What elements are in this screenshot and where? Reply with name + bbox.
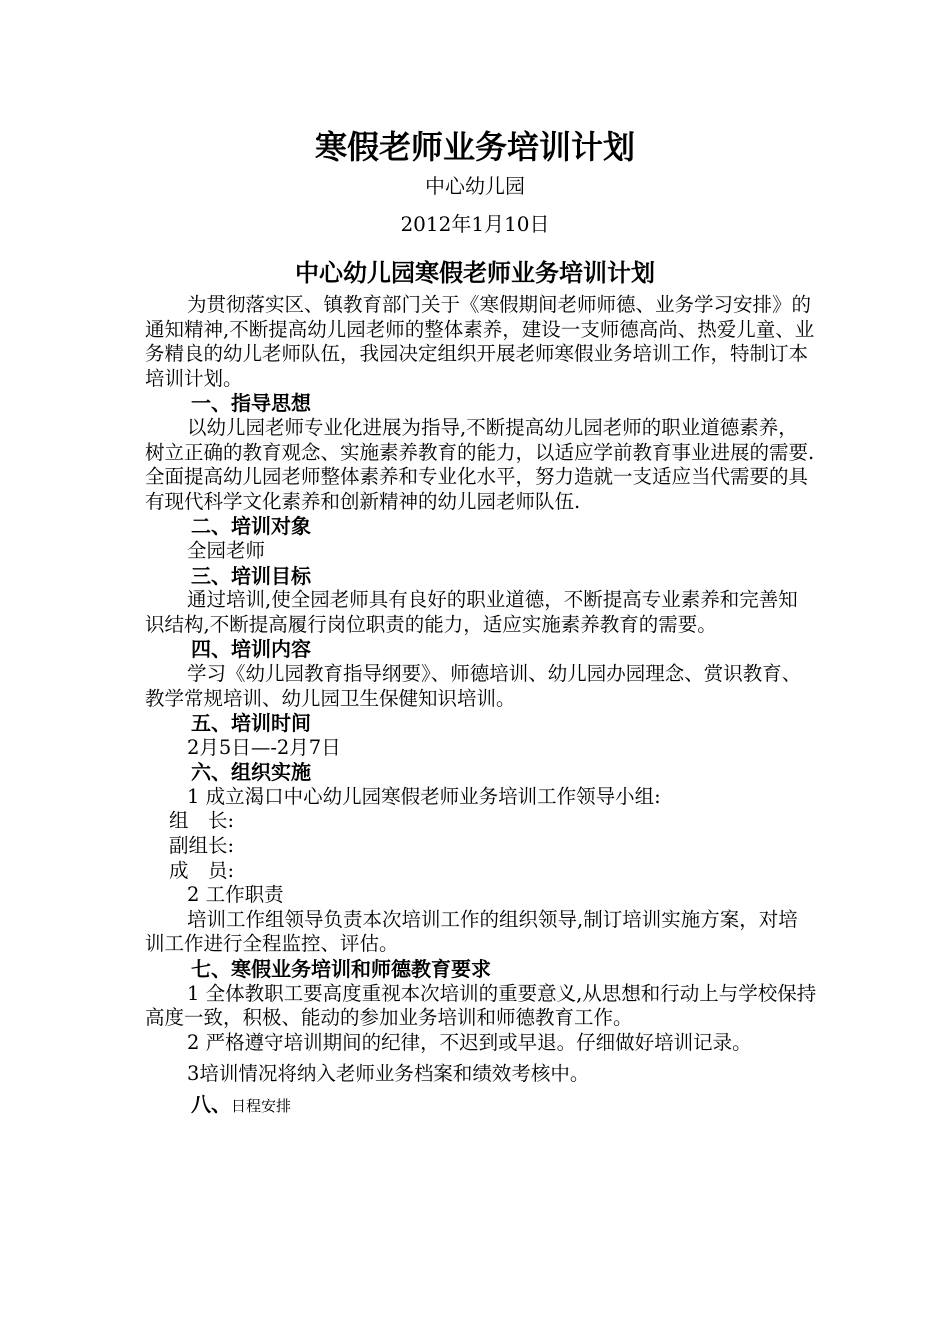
- group-vice-leader-line: 副组长:: [169, 834, 235, 858]
- section-8-heading: [145, 1092, 817, 1119]
- section-5-heading: 五、培训时间: [191, 711, 311, 736]
- section-7-item-1: 1 全体教职工要高度重视本次培训的重要意义,从思想和行动上与学校保持高度一致，积极、能动的参加业务培训和师德教育工作。: [145, 981, 817, 1030]
- plan-title: 中心幼儿园寒假老师业务培训计划: [295, 259, 655, 287]
- organization-name: 中心幼儿园: [425, 174, 525, 198]
- section-8-number: 八、: [191, 1092, 231, 1116]
- document-body: [145, 293, 817, 1119]
- schedule-label: 日程安排: [231, 1097, 292, 1115]
- section-7-heading: 七、寒假业务培训和师德教育要求: [191, 957, 491, 982]
- section-6-item-2: 2 工作职责: [187, 883, 284, 907]
- section-6-duty-text: 培训工作组领导负责本次培训工作的组织领导,制订培训实施方案，对培训工作进行全程监控、评估。: [145, 907, 798, 956]
- section-7-item-3: 3培训情况将纳入老师业务档案和绩效考核中。: [187, 1062, 590, 1086]
- section-2-heading: 二、培训对象: [191, 514, 311, 539]
- section-6-item-1: 1 成立渴口中心幼儿园寒假老师业务培训工作领导小组:: [187, 784, 661, 808]
- group-leader-line: 组 长:: [169, 809, 235, 833]
- section-1-text: 以幼儿园老师专业化进展为指导,不断提高幼儿园老师的职业道德素养，树立正确的教育观念、实施素养教育的能力，以适应学前教育事业进展的需要.全面提高幼儿园老师整体素养和专业化水平，努力造就一支适应当代需要的具有现代科学文化素养和创新精神的幼儿园老师队伍.: [145, 415, 815, 513]
- section-3-heading: 三、培训目标: [191, 563, 311, 588]
- section-3-text: 通过培训,使全园老师具有良好的职业道德，不断提高专业素养和完善知识结构,不断提高履行岗位职责的能力，适应实施素养教育的需要。: [145, 588, 798, 636]
- section-6-heading: 六、组织实施: [191, 760, 311, 785]
- section-4-text: 学习《幼儿园教育指导纲要》、师德培训、幼儿园办园理念、赏识教育、教学常规培训、幼儿园卫生保健知识培训。: [145, 661, 802, 710]
- section-2-text: 全园老师: [187, 538, 266, 562]
- section-1-heading: 一、指导思想: [191, 391, 311, 416]
- section-5-text: 2月5日—-2月7日: [187, 735, 341, 759]
- section-7-item-2: 2 严格遵守培训期间的纪律，不迟到或早退。仔细做好培训记录。: [187, 1030, 752, 1054]
- intro-paragraph: 为贯彻落实区、镇教育部门关于《寒假期间老师师德、业务学习安排》的通知精神,不断提高幼儿园老师的整体素养，建设一支师德高尚、热爱儿童、业务精良的幼儿老师队伍，我园决定组织开展老师寒假业务培训工作，特制订本培训计划。: [145, 293, 815, 390]
- document-title: 寒假老师业务培训计划: [314, 128, 635, 166]
- group-members-line: 成 员:: [169, 858, 235, 882]
- section-4-heading: 四、培训内容: [191, 637, 311, 662]
- document-date: 2012年1月10日: [400, 212, 550, 236]
